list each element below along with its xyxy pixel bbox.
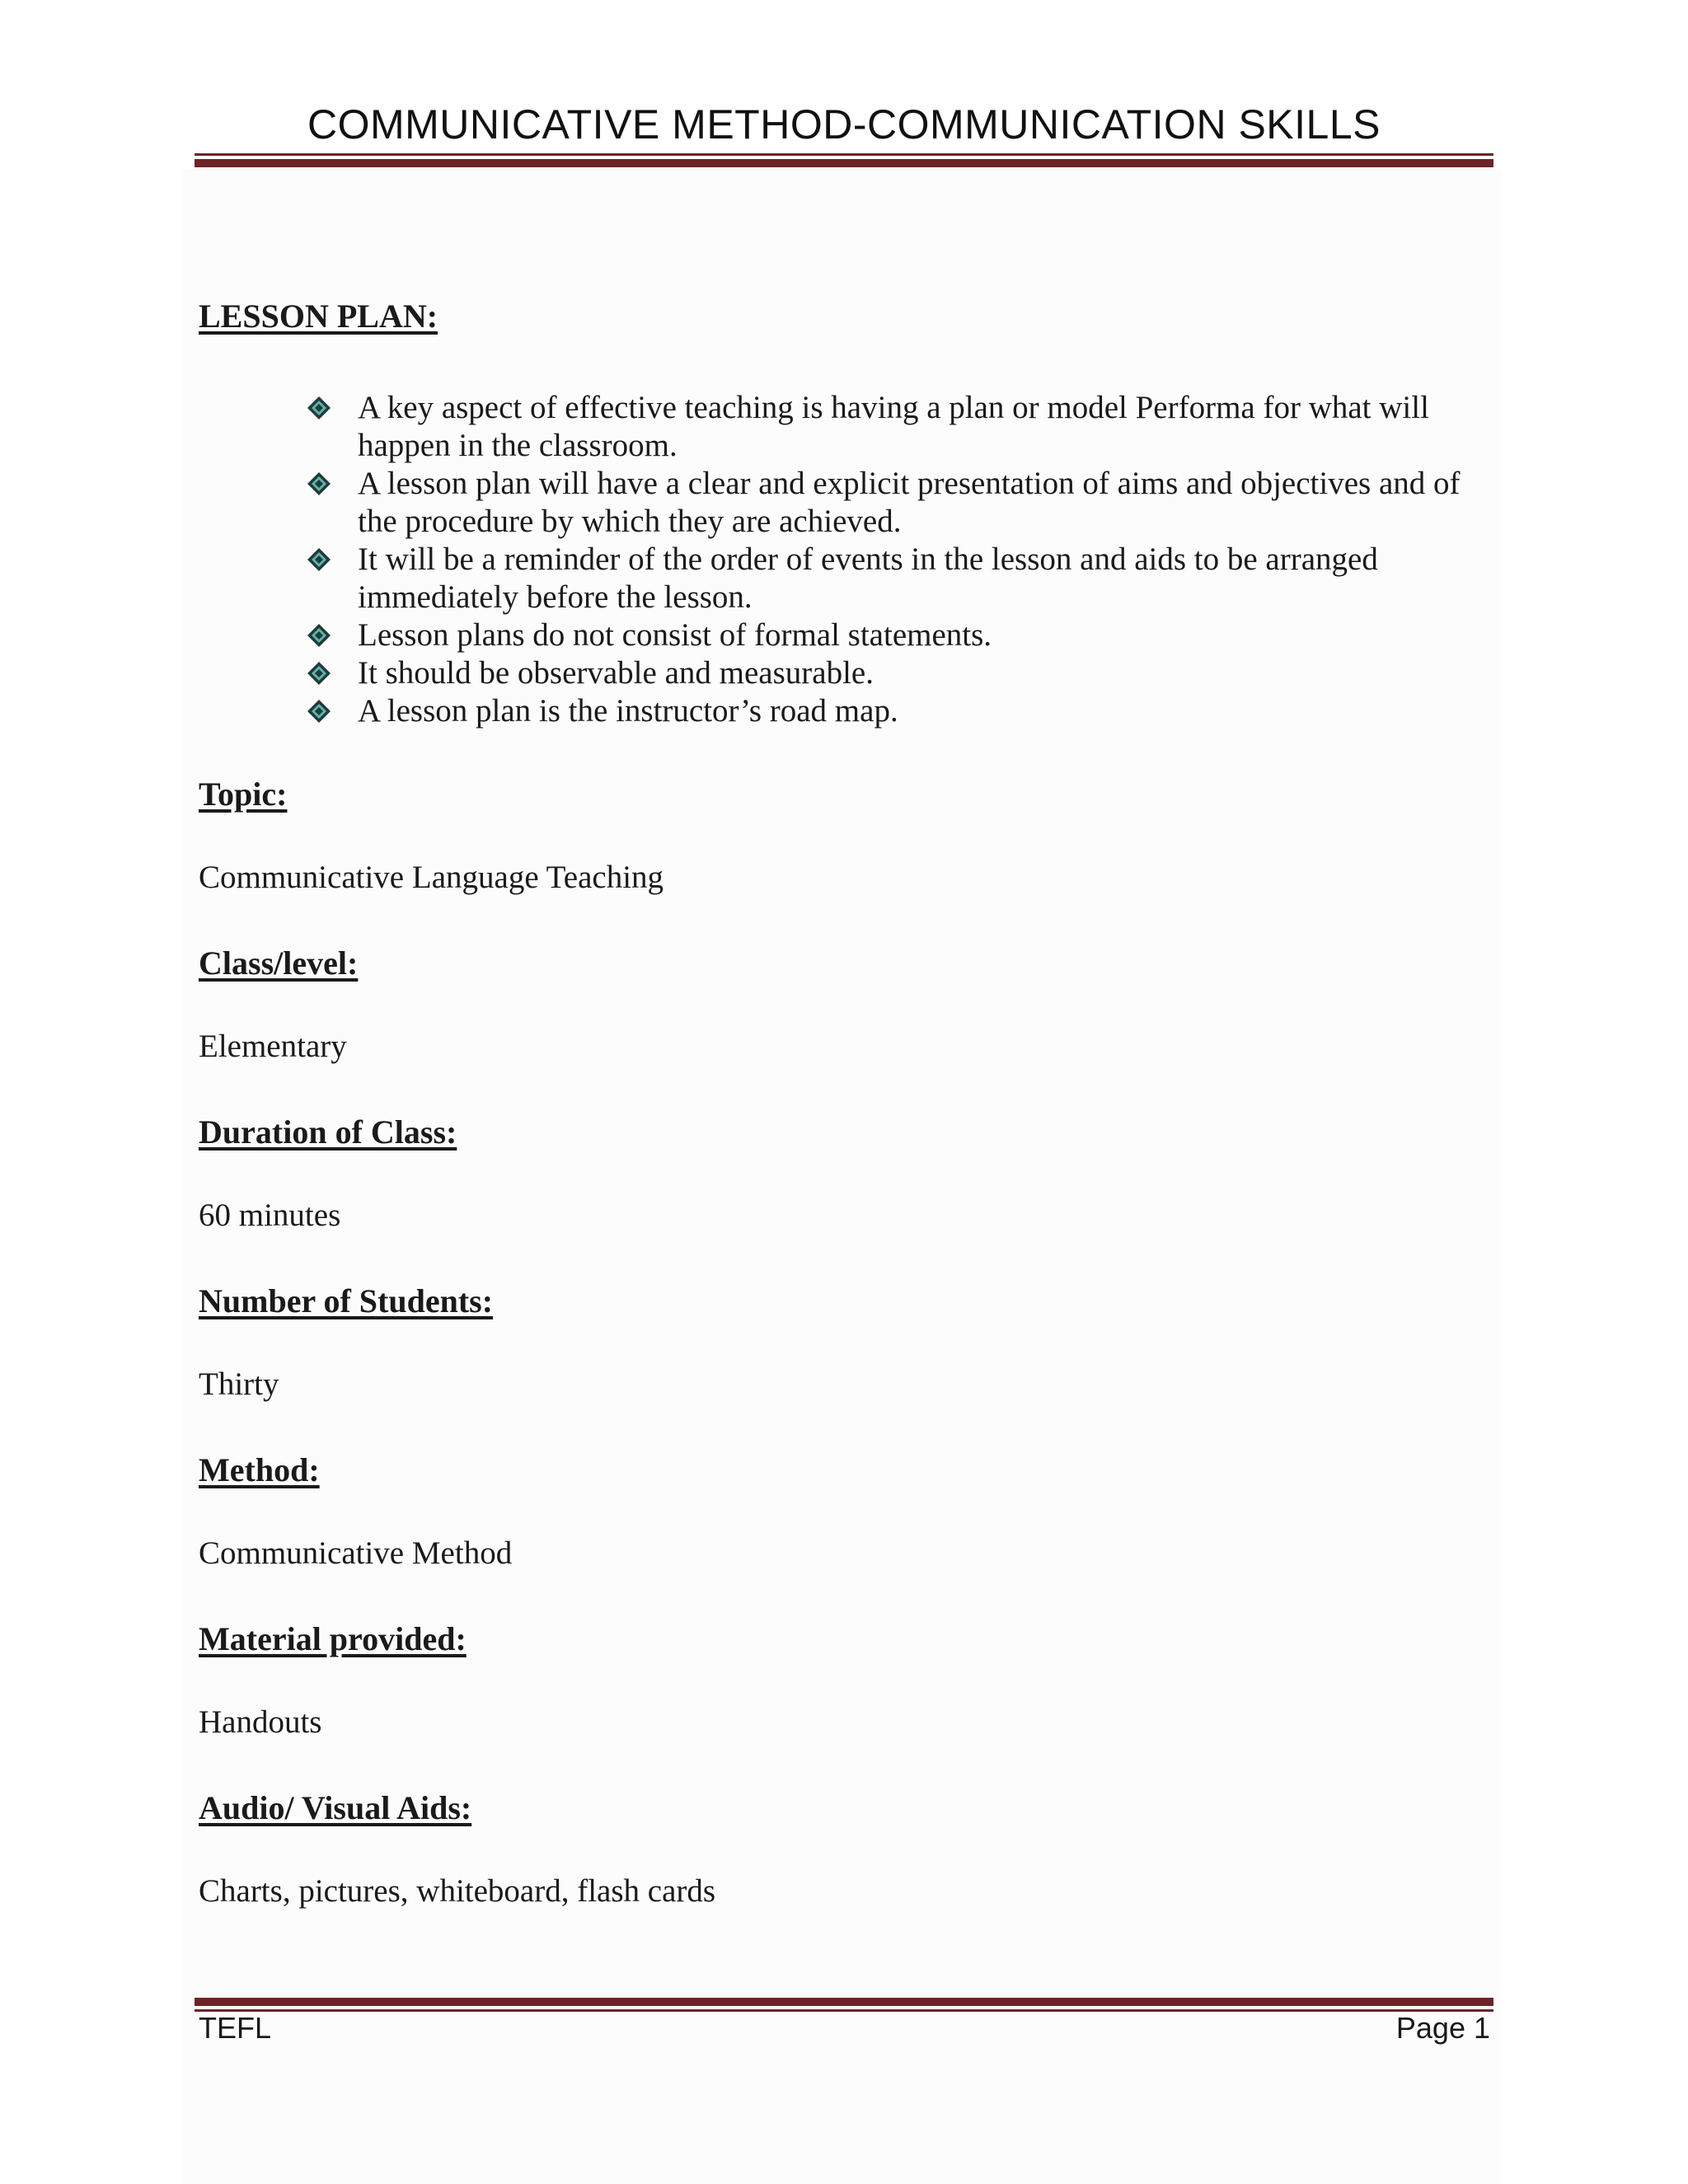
lesson-plan-bullet-list — [307, 389, 1493, 730]
list-item — [307, 616, 1493, 654]
list-item — [307, 465, 1493, 541]
diamond-bullet-icon — [307, 699, 331, 724]
footer-course-label: TEFL — [199, 2011, 272, 2045]
page-header-title: COMMUNICATIVE METHOD-COMMUNICATION SKILLS — [307, 101, 1381, 148]
method-value: Communicative Method — [199, 1535, 513, 1571]
material-heading: Material provided: — [199, 1620, 467, 1657]
topic-value: Communicative Language Teaching — [199, 860, 664, 895]
students-value: Thirty — [199, 1366, 279, 1402]
diamond-bullet-icon — [307, 661, 331, 686]
duration-heading: Duration of Class: — [199, 1113, 457, 1151]
list-item — [307, 389, 1493, 465]
diamond-bullet-icon — [307, 547, 331, 572]
list-item — [307, 692, 1493, 730]
diamond-bullet-icon — [307, 471, 331, 496]
duration-value: 60 minutes — [199, 1197, 341, 1233]
bullet-text: A lesson plan is the instructor’s road map. — [358, 693, 898, 729]
bullet-text: A key aspect of effective teaching is having a plan or model Performa for what will happen in the classroom. — [358, 390, 1429, 463]
bullet-text: It will be a reminder of the order of events in the lesson and aids to be arranged immediately before the lesson. — [358, 541, 1378, 615]
footer-page-number: Page 1 — [1395, 2011, 1490, 2045]
students-heading: Number of Students: — [199, 1282, 494, 1319]
aids-heading: Audio/ Visual Aids: — [199, 1789, 472, 1826]
bullet-text: It should be observable and measurable. — [358, 655, 874, 691]
method-heading: Method: — [199, 1451, 320, 1488]
class-level-heading: Class/level: — [199, 944, 359, 982]
list-item — [307, 654, 1493, 692]
list-item — [307, 541, 1493, 616]
diamond-bullet-icon — [307, 396, 331, 420]
footer-divider — [195, 1998, 1493, 2012]
aids-value: Charts, pictures, whiteboard, flash cards — [199, 1873, 716, 1909]
bullet-text: Lesson plans do not consist of formal statements. — [358, 617, 992, 653]
diamond-bullet-icon — [307, 623, 331, 648]
header-divider — [195, 153, 1493, 167]
bullet-text: A lesson plan will have a clear and explicit presentation of aims and objectives and of the procedure by which they are achieved. — [358, 466, 1461, 539]
class-level-value: Elementary — [199, 1029, 347, 1064]
topic-heading: Topic: — [199, 776, 288, 813]
material-value: Handouts — [199, 1704, 322, 1740]
lesson-plan-heading: LESSON PLAN: — [199, 298, 438, 335]
